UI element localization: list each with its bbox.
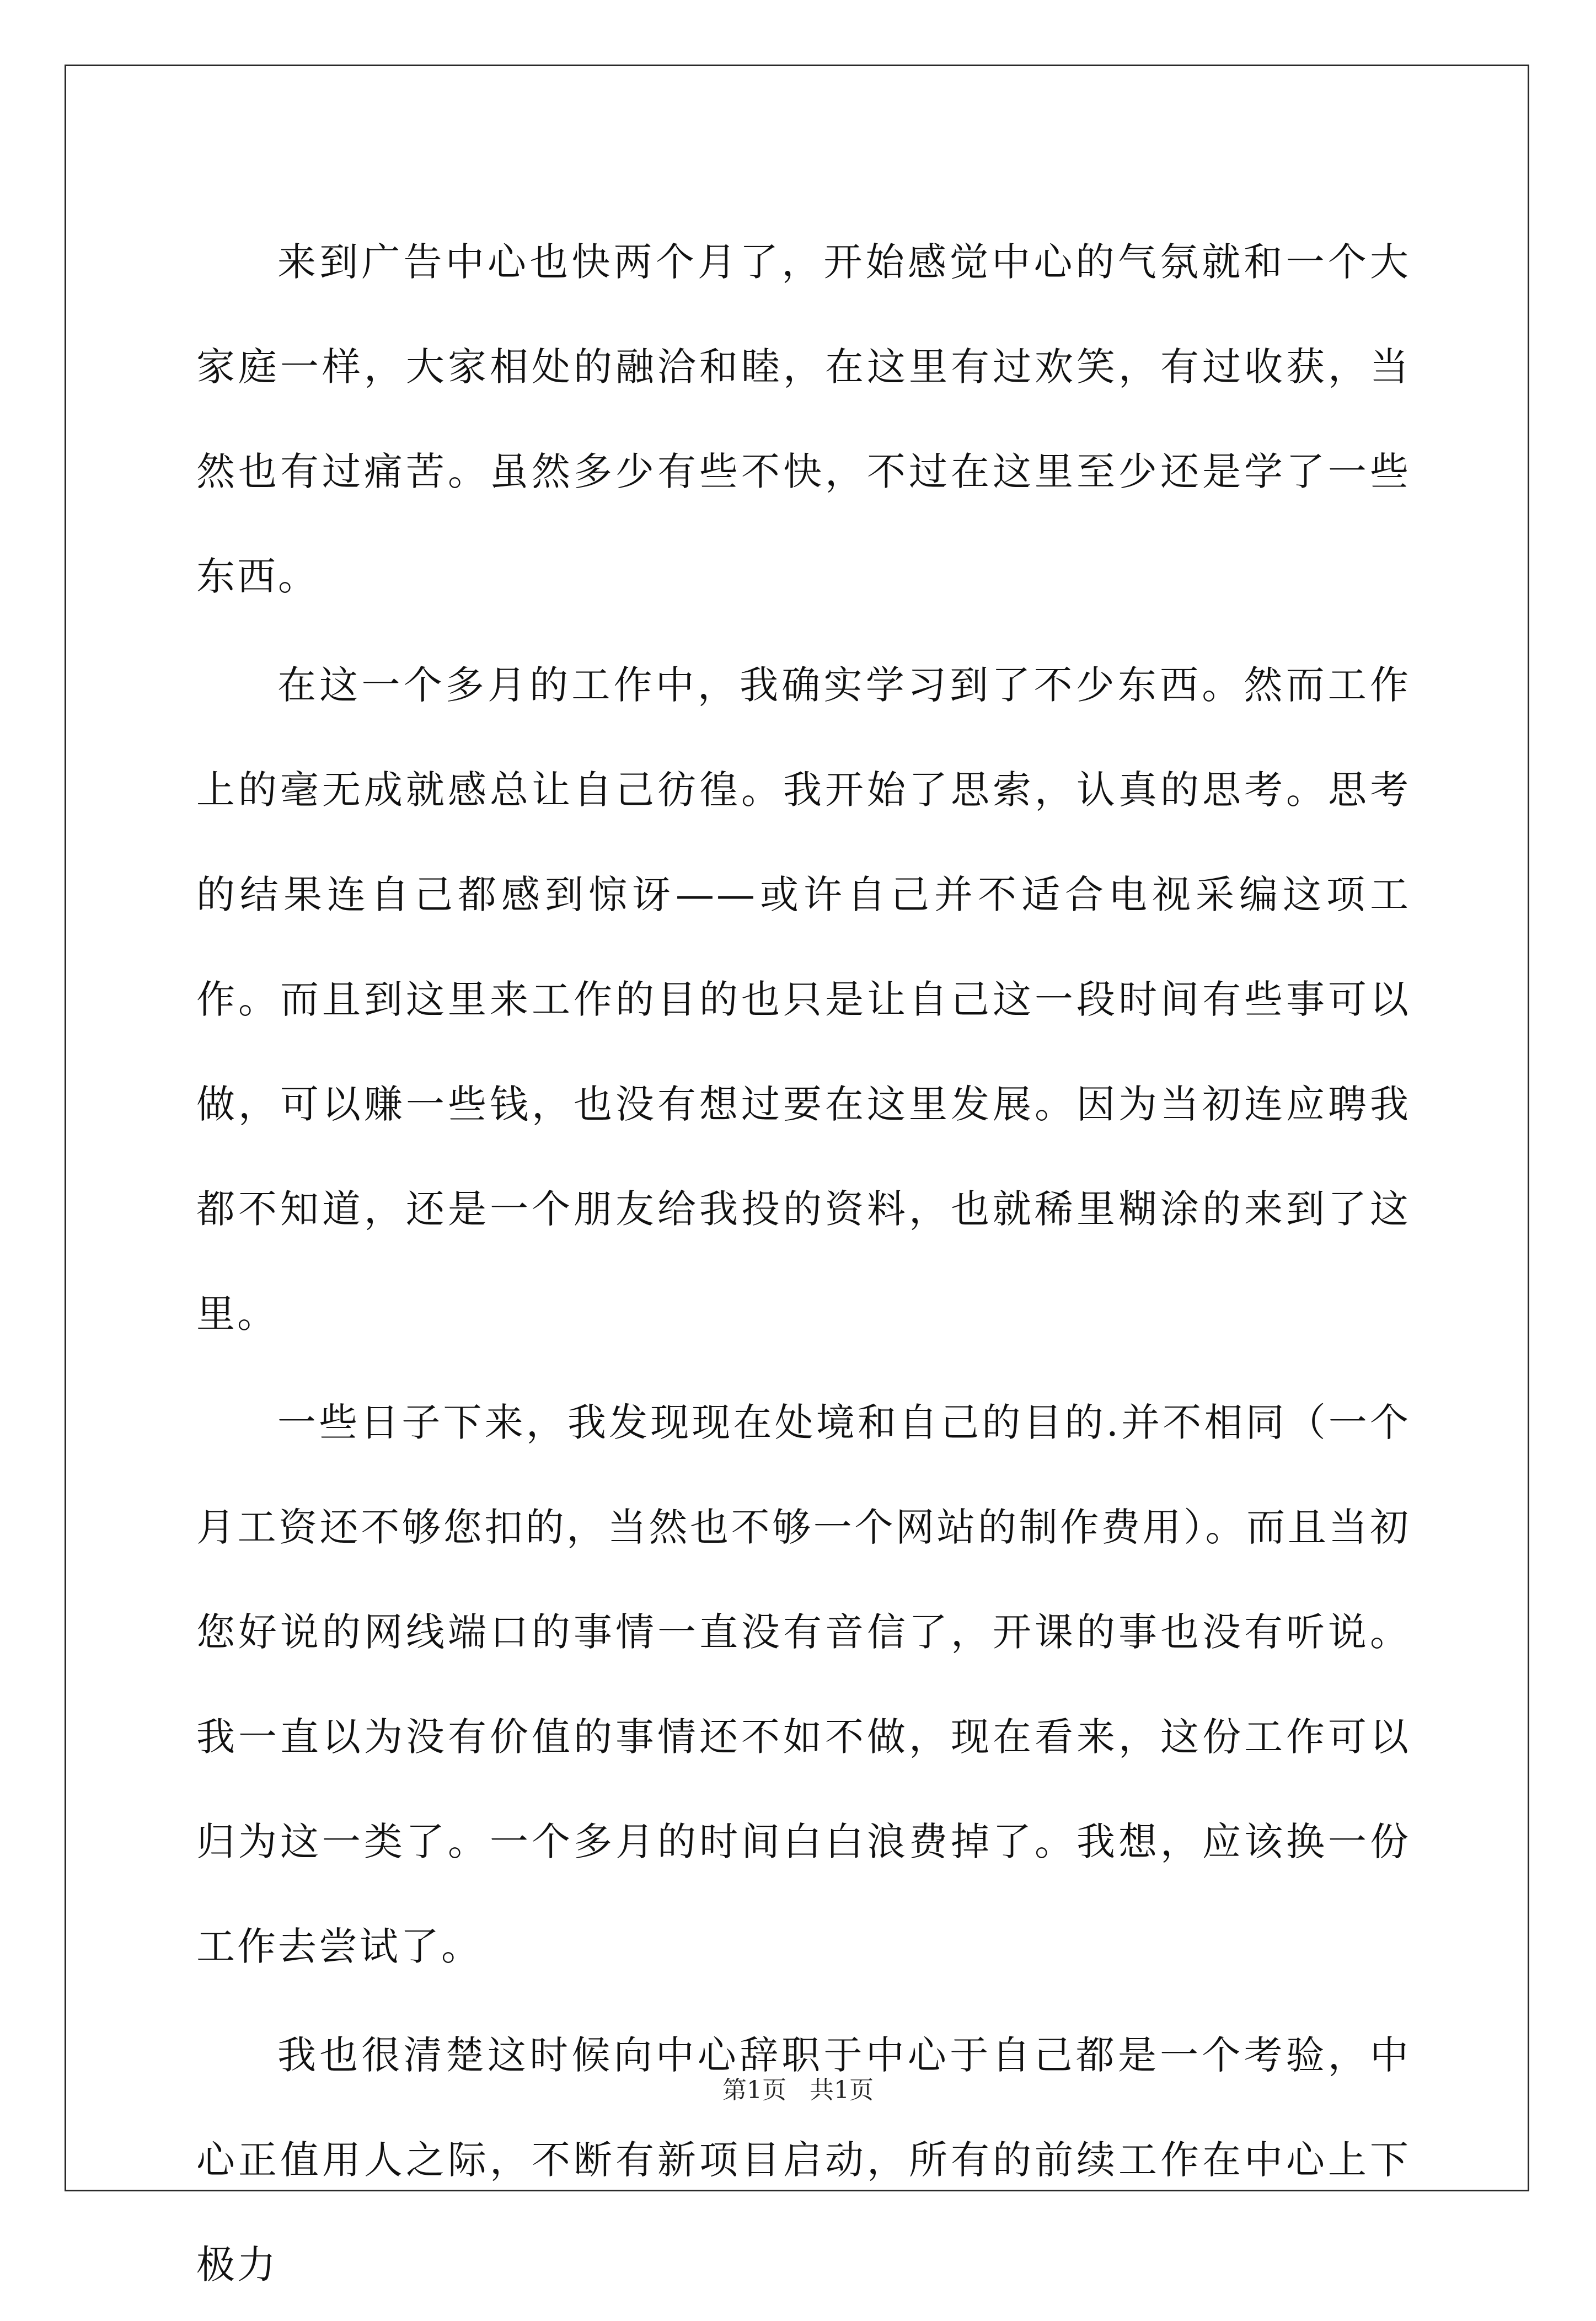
page-number: 第1页 <box>722 2076 786 2104</box>
paragraph: 来到广告中心也快两个月了，开始感觉中心的气氛就和一个大家庭一样，大家相处的融洽和睦，在这里有过欢笑，有过收获，当然也有过痛苦。虽然多少有些不快，不过在这里至少还是学了一些东西。 <box>196 239 1411 599</box>
paragraph: 一些日子下来，我发现现在处境和自己的目的.并不相同（一个月工资还不够您扣的，当然也不够一个网站的制作费用）。而且当初您好说的网线端口的事情一直没有音信了，开课的事也没有听说。我一直以为没有价值的事情还不如不做，现在看来，这份工作可以归为这一类了。一个多月的时间白白浪费掉了。我想，应该换一份工作去尝试了。 <box>196 1400 1411 1969</box>
paragraph: 在这一个多月的工作中，我确实学习到了不少东西。然而工作上的毫无成就感总让自己彷徨。我开始了思索，认真的思考。思考的结果连自己都感到惊讶——或许自己并不适合电视采编这项工作。而且到这里来工作的目的也只是让自己这一段时间有些事可以做，可以赚一些钱，也没有想过要在这里发展。因为当初连应聘我都不知道，还是一个朋友给我投的资料，也就稀里糊涂的来到了这里。 <box>196 662 1411 1336</box>
document-body <box>196 210 1411 2321</box>
page-footer <box>0 2074 1596 2107</box>
paragraph: 我也很清楚这时候向中心辞职于中心于自己都是一个考验，中心正值用人之际，不断有新项目启动，所有的前续工作在中心上下极力 <box>196 2033 1411 2287</box>
page-total: 共1页 <box>810 2076 874 2104</box>
